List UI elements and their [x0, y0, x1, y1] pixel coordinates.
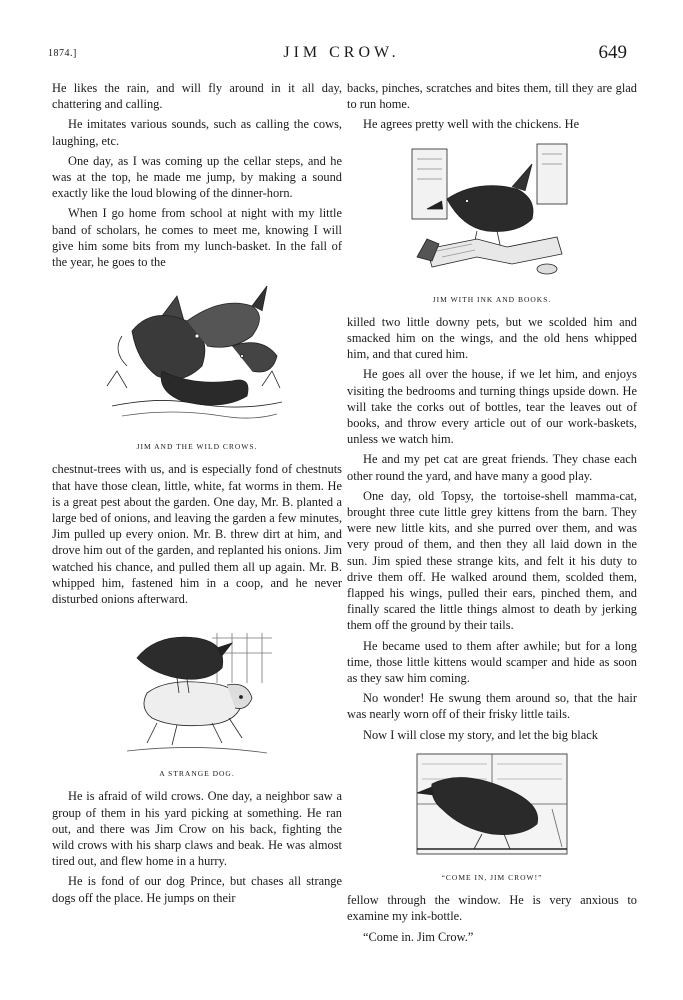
paragraph: He imitates various sounds, such as calling the cows, laughing, etc. — [52, 117, 342, 148]
paragraph: When I go home from school at night with my little band of scholars, he comes to meet me, knowing I will give him some bits from my lunch-basket. In the fall of the year, he goes to the — [52, 206, 342, 270]
figure-strange-dog — [52, 613, 342, 782]
engraving-crow-at-window — [412, 749, 572, 867]
paragraph: He became used to them after awhile; but for a long time, those little kittens would scamper and hide as soon as they saw him coming. — [347, 638, 637, 686]
paragraph: He agrees pretty well with the chickens. He — [363, 117, 580, 132]
figure-caption: A STRANGE DOG. — [159, 769, 235, 779]
paragraph: He is fond of our dog Prince, but chases all strange dogs off the place. He jumps on their — [52, 874, 342, 905]
paragraph: One day, as I was coming up the cellar steps, and he was at the top, he made me jump, by making a sound exactly like the loud blowing of the dinner-horn. — [52, 153, 342, 201]
figure-caption: JIM WITH INK AND BOOKS. — [432, 294, 552, 304]
paragraph: No wonder! He swung them around so, that the hair was nearly worn off of their frisky little tails. — [347, 691, 637, 722]
right-column — [347, 80, 637, 949]
figure-ink-and-books — [347, 139, 637, 308]
paragraph: fellow through the window. He is very anxious to examine my ink-bottle. — [347, 893, 637, 924]
engraving-crow-with-books — [407, 139, 577, 289]
figure-caption: “COME IN, JIM CROW!” — [441, 872, 543, 882]
paragraph: He goes all over the house, if we let him, and enjoys visiting the bedrooms and turning things upside down. He will take the corks out of bottles, tear the leaves out of books, and throw every article out of our work-baskets, unless we watch him. — [347, 367, 637, 447]
engraving-crow-on-dog — [117, 613, 277, 763]
paragraph: “Come in. Jim Crow.” — [363, 929, 474, 944]
page-number: 649 — [598, 42, 627, 63]
figure-wild-crows — [52, 276, 342, 455]
paragraph: One day, old Topsy, the tortoise-shell mamma-cat, brought three cute little grey kittens from the barn. They were new little kits, and she purred over them, and was very proud of them, and then they all laid down in the sun. Jim spied these strange kits, and felt it his duty to drive them off. He walked around them, scolded them, flapped his wings, pulled their ears, pinched them, and finally scared the little things almost to death by jerking them off the ground by their tails. — [347, 488, 637, 633]
page-title: JIM CROW. — [283, 44, 400, 61]
page-header — [0, 44, 683, 68]
engraving-crows-fighting — [102, 276, 292, 436]
paragraph: Now I will close my story, and let the big black — [363, 727, 598, 742]
figure-come-in — [347, 749, 637, 886]
left-column — [52, 80, 342, 910]
paragraph: killed two little downy pets, but we scolded him and smacked him on the wings, and the old hens whipped him, and that cured him. — [347, 314, 637, 362]
header-year: 1874.] — [48, 48, 77, 59]
paragraph: He is afraid of wild crows. One day, a neighbor saw a group of them in his yard picking at something. He ran out, and there was Jim Crow on his back, fighting the wild crows with his sharp claws and beak. He was almost tired out, and flew home in a hurry. — [52, 789, 342, 869]
paragraph: chestnut-trees with us, and is especially fond of chestnuts that have those clean, little, white, fat worms in them. He is a great pest about the garden. One day, Mr. B. planted a large bed of onions, and leaving the garden a few minutes, Jim pulled up every onion. Mr. B. threw dirt at him, and drove him out of the garden, and replanted his onions. Jim watched his chance, and pulled them all up again. Mr. B. whipped him, fastened him in a coop, and he never disturbed onions afterward. — [52, 462, 342, 607]
paragraph: He and my pet cat are great friends. They chase each other round the yard, and have many a good play. — [347, 452, 637, 483]
figure-caption: JIM AND THE WILD CROWS. — [136, 442, 258, 452]
paragraph: He likes the rain, and will fly around in it all day, chattering and calling. — [52, 81, 342, 112]
paragraph: backs, pinches, scratches and bites them, till they are glad to run home. — [347, 81, 637, 112]
